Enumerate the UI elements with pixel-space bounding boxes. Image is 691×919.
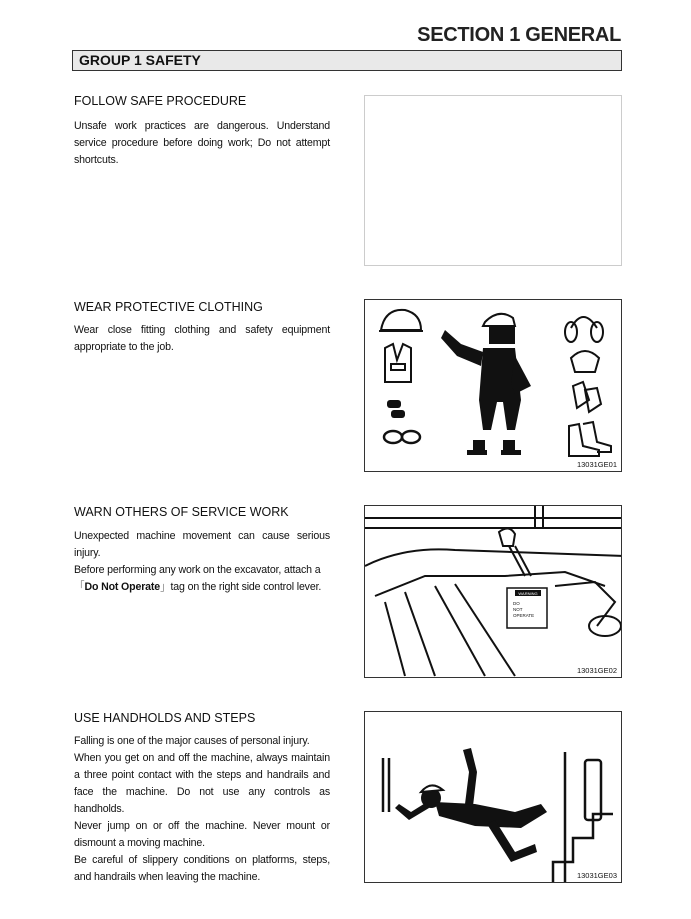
respirator-icon xyxy=(571,351,599,372)
figure-safe-procedure-placeholder xyxy=(364,95,622,266)
protective-clothing-illustration xyxy=(365,300,622,472)
figure-warn-others xyxy=(364,505,622,678)
heading-protective-clothing: WEAR PROTECTIVE CLOTHING xyxy=(74,300,263,314)
falling-worker-figure xyxy=(395,748,547,862)
heading-handholds-steps: USE HANDHOLDS AND STEPS xyxy=(74,711,256,725)
falling-worker-illustration xyxy=(365,712,622,883)
text-line: Before performing any work on the excavator, attach a xyxy=(74,564,321,576)
text-line: Unsafe work practices are dangerous. Understand service procedure before doing work; Do not attempt shortcuts. xyxy=(74,120,330,166)
tag-line-operate: OPERATE xyxy=(513,613,535,618)
paragraph-safe-procedure xyxy=(74,118,330,169)
figure-protective-clothing xyxy=(364,299,622,472)
text-line: Never jump on or off the machine. Never mount or dismount a moving machine. xyxy=(74,820,330,849)
safety-vest-icon xyxy=(385,344,411,382)
figure-code: 13031GE03 xyxy=(576,871,617,880)
paragraph-handholds-steps xyxy=(74,733,330,886)
gloves-icon xyxy=(573,382,601,412)
do-not-operate-text: Do Not Operate xyxy=(84,581,161,593)
figure-code: 13031GE01 xyxy=(576,460,617,469)
do-not-operate-tag xyxy=(507,588,547,628)
text-line: When you get on and off the machine, always maintain a three point contact with the steps and handrails and face the machine. Do not use any controls as handholds. xyxy=(74,752,330,815)
group-title: GROUP 1 SAFETY xyxy=(72,50,622,71)
text-line: Falling is one of the major causes of personal injury. xyxy=(74,735,310,747)
ear-muffs-icon xyxy=(565,317,603,342)
text-line: Unexpected machine movement can cause serious injury. xyxy=(74,530,330,559)
heading-safe-procedure: FOLLOW SAFE PROCEDURE xyxy=(74,94,247,108)
worker-figure xyxy=(441,314,531,455)
heading-warn-others: WARN OTHERS OF SERVICE WORK xyxy=(74,505,289,519)
tag-line-do: DO xyxy=(513,601,520,606)
tag-warning-label: WARNING xyxy=(518,591,538,596)
paragraph-protective-clothing xyxy=(74,322,330,356)
safety-boots-icon xyxy=(569,422,611,456)
tag-line-not: NOT xyxy=(513,607,523,612)
text-line: Be careful of slippery conditions on platforms, steps, and handrails when leaving the machine. xyxy=(74,854,330,883)
tag-prefix: 「 xyxy=(74,581,85,593)
text-line: Wear close fitting clothing and safety equipment appropriate to the job. xyxy=(74,324,330,353)
tag-instruction xyxy=(74,579,330,596)
hard-hat-icon xyxy=(379,310,423,331)
control-lever-illustration xyxy=(365,506,622,678)
figure-handholds-steps xyxy=(364,711,622,883)
figure-code: 13031GE02 xyxy=(576,666,617,675)
section-title: SECTION 1 GENERAL xyxy=(417,24,621,46)
ear-plugs-icon xyxy=(387,400,405,418)
paragraph-warn-others xyxy=(74,528,330,596)
tag-suffix: 」tag on the right side control lever. xyxy=(160,581,322,593)
goggles-icon xyxy=(384,431,420,443)
